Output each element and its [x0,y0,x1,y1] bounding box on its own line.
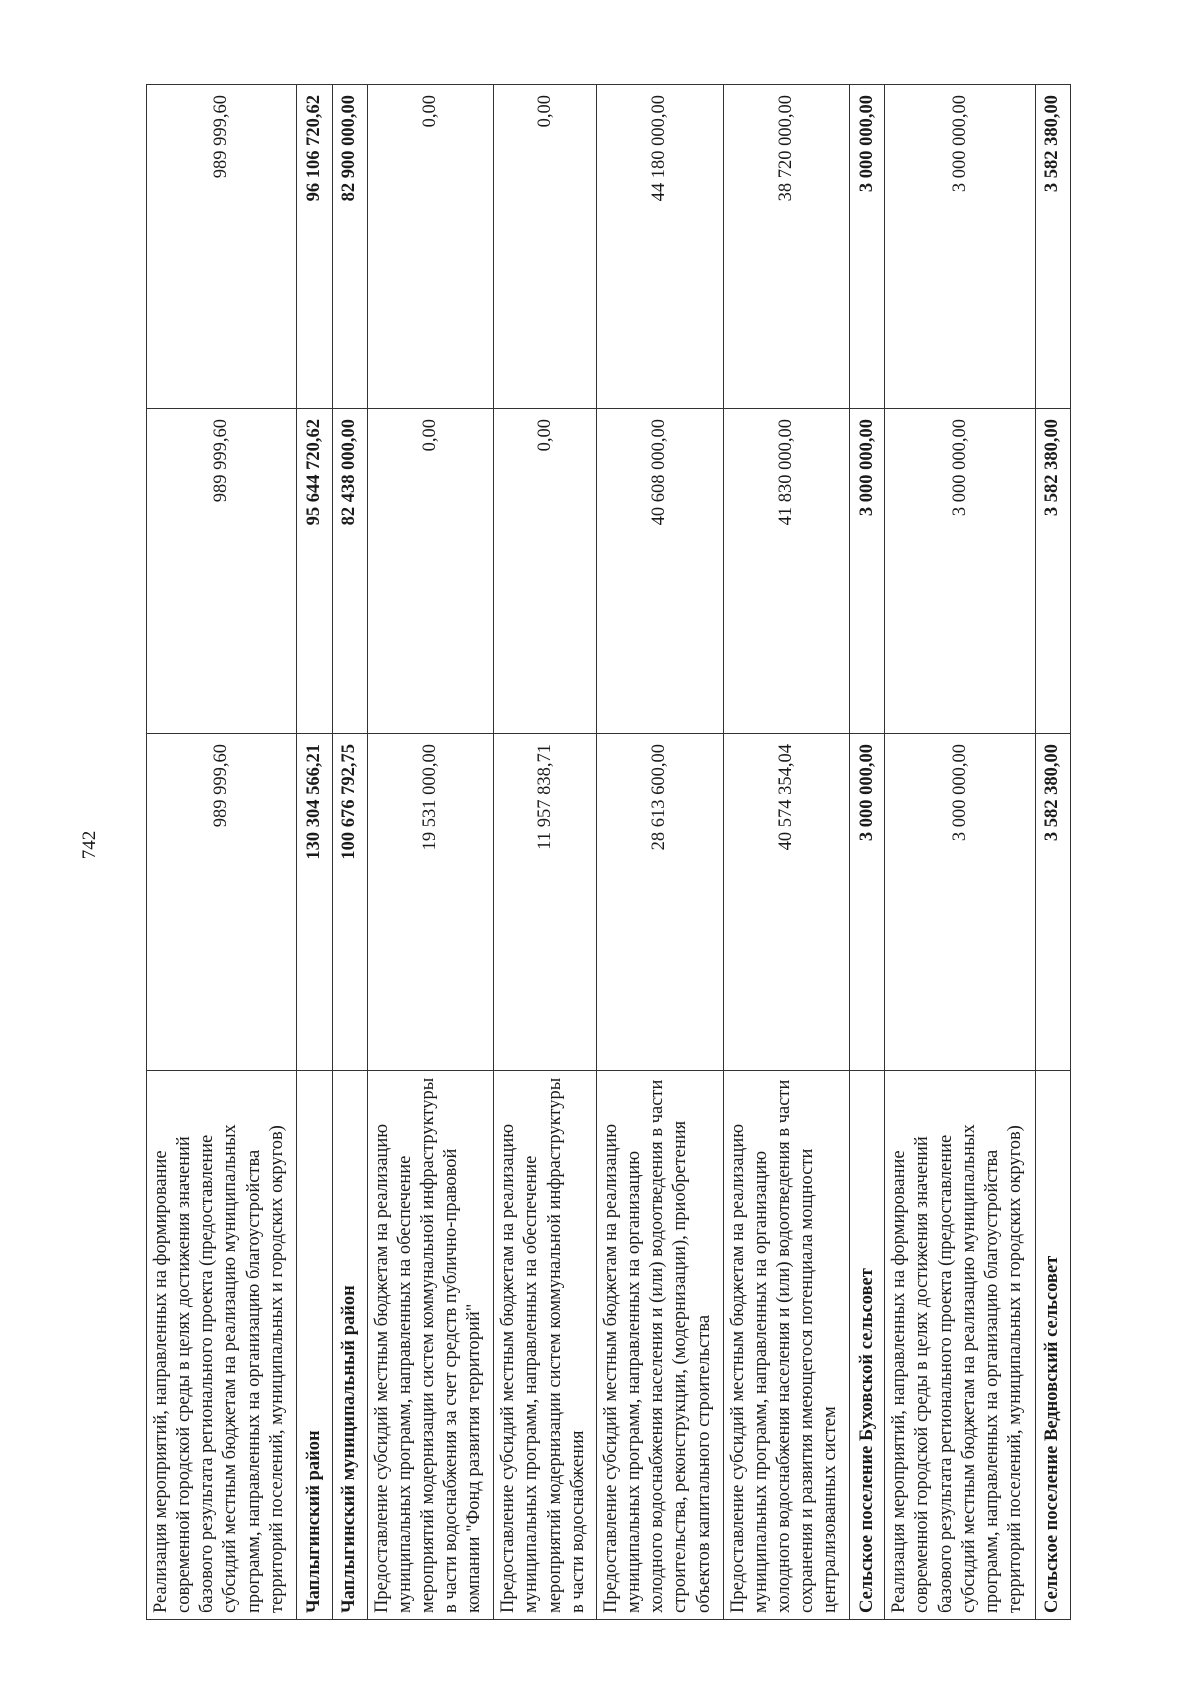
row-description: Предоставление субсидий местным бюджетам на реализацию муниципальных программ, направленных на обеспечение мероприятий модернизации систем коммунальной инфраструктуры в части водоснабжения за счет средств публично-правовой компании "Фонд развития территорий" [367,1071,494,1620]
table-row [1035,85,1070,1620]
value-year-1: 11 957 838,71 [494,734,597,1071]
value-year-3: 3 000 000,00 [850,85,885,409]
value-year-1: 28 613 600,00 [597,734,724,1071]
value-year-1: 40 574 354,04 [723,734,850,1071]
value-year-3: 3 582 380,00 [1035,85,1070,409]
value-year-2: 82 438 000,00 [332,409,367,734]
value-year-1: 989 999,60 [147,734,297,1071]
value-year-2: 3 000 000,00 [885,409,1035,734]
value-year-3: 0,00 [494,85,597,409]
table-row [597,85,724,1620]
table-row [147,85,297,1620]
row-description: Реализация мероприятий, направленных на формирование современной городской среды в целях достижения значений базового результата регионального проекта (предоставление субсидий местным бюджетам на реализацию муниципальных программ, направленных на организацию благоустройства территорий поселений, муниципальных и городских округов) [885,1071,1035,1620]
table-row [494,85,597,1620]
value-year-3: 38 720 000,00 [723,85,850,409]
value-year-2: 3 000 000,00 [850,409,885,734]
value-year-1: 3 582 380,00 [1035,734,1070,1071]
value-year-2: 41 830 000,00 [723,409,850,734]
row-description: Чаплыгинский район [297,1071,332,1620]
value-year-3: 96 106 720,62 [297,85,332,409]
table-row [367,85,494,1620]
row-description: Предоставление субсидий местным бюджетам на реализацию муниципальных программ, направленных на организацию холодного водоснабжения населения и (или) водоотведения в части сохранения и развития имеющегося потенциала мощности централизованных систем [723,1071,850,1620]
table-row [297,85,332,1620]
value-year-2: 95 644 720,62 [297,409,332,734]
table-row [332,85,367,1620]
value-year-1: 3 000 000,00 [850,734,885,1071]
value-year-3: 989 999,60 [147,85,297,409]
value-year-1: 100 676 792,75 [332,734,367,1071]
value-year-2: 0,00 [494,409,597,734]
page-number: 742 [79,830,100,860]
value-year-2: 989 999,60 [147,409,297,734]
value-year-3: 3 000 000,00 [885,85,1035,409]
value-year-3: 82 900 000,00 [332,85,367,409]
row-description: Реализация мероприятий, направленных на формирование современной городской среды в целях достижения значений базового результата регионального проекта (предоставление субсидий местным бюджетам на реализацию муниципальных программ, направленных на организацию благоустройства территорий поселений, муниципальных и городских округов) [147,1071,297,1620]
value-year-1: 19 531 000,00 [367,734,494,1071]
value-year-1: 130 304 566,21 [297,734,332,1071]
row-description: Сельское поселение Буховской сельсовет [850,1071,885,1620]
row-description: Сельское поселение Ведновский сельсовет [1035,1071,1070,1620]
value-year-3: 44 180 000,00 [597,85,724,409]
row-description: Предоставление субсидий местным бюджетам на реализацию муниципальных программ, направленных на организацию холодного водоснабжения населения и (или) водоотведения в части строительства, реконструкции, (модернизации), приобретения объектов капитального строительства [597,1071,724,1620]
row-description: Чаплыгинский муниципальный район [332,1071,367,1620]
budget-table [146,84,1071,1620]
value-year-1: 3 000 000,00 [885,734,1035,1071]
value-year-3: 0,00 [367,85,494,409]
value-year-2: 3 582 380,00 [1035,409,1070,734]
table-row [850,85,885,1620]
row-description: Предоставление субсидий местным бюджетам на реализацию муниципальных программ, направленных на обеспечение мероприятий модернизации систем коммунальной инфраструктуры в части водоснабжения [494,1071,597,1620]
table-row [885,85,1035,1620]
table-row [723,85,850,1620]
value-year-2: 40 608 000,00 [597,409,724,734]
value-year-2: 0,00 [367,409,494,734]
table-body [147,85,1071,1620]
rotated-table-container [146,85,1071,1620]
